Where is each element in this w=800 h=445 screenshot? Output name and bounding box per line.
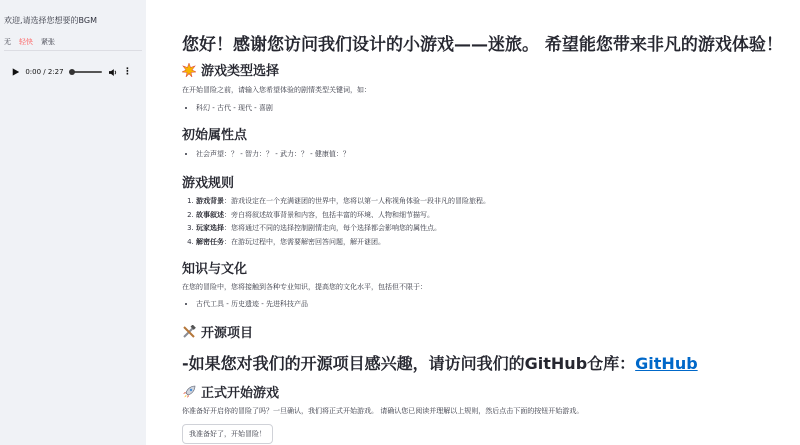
genre-list: [182, 102, 273, 116]
start-heading-text: 正式开始游戏: [201, 386, 280, 401]
knowledge-intro: 在您的冒险中，您将接触到各种专业知识，提高您的文化水平，包括但不限于：: [182, 283, 427, 291]
audio-progress-slider[interactable]: [71, 71, 102, 73]
knowledge-heading: 知识与文化: [182, 262, 248, 277]
more-options-icon[interactable]: ⋮: [123, 66, 132, 77]
start-heading: [182, 382, 279, 401]
collision-icon: [182, 63, 196, 77]
opensource-heading: [182, 322, 253, 341]
github-link[interactable]: GitHub: [635, 354, 698, 373]
genre-intro: 在开始冒险之前，请输入您希望体验的剧情类型关键词，如：: [182, 86, 371, 94]
opensource-heading-text: 开源项目: [201, 326, 254, 341]
tab-tense[interactable]: 紧张: [41, 38, 55, 46]
tab-none[interactable]: 无: [4, 38, 11, 46]
rules-heading: 游戏规则: [182, 176, 235, 191]
sidebar-title: 欢迎,请选择您想要的BGM: [4, 16, 97, 25]
list-item: • 社会声望：？ - 智力：？ - 武力：？ - 健康值：？: [196, 148, 350, 162]
start-intro: 你准备好开启你的冒险了吗？一旦确认，我们将正式开始游戏。 请确认您已阅读并理解以上规则，然后点击下面的按钮开始游戏。: [182, 407, 584, 415]
page-title: 您好！感谢您访问我们设计的小游戏——迷旅。 希望能您带来非凡的游戏体验！: [182, 35, 783, 55]
list-item: • 古代工具 - 历史遗迹 - 先进科技产品: [196, 298, 308, 312]
attributes-list: [182, 148, 350, 162]
list-item: 3. 玩家选择：您将通过不同的选择控制剧情走向，每个选择都会影响您的属性点。: [196, 222, 490, 236]
sidebar: [0, 0, 146, 445]
genre-heading-text: 游戏类型选择: [201, 64, 280, 79]
audio-player: [4, 62, 132, 82]
list-item: 2. 故事叙述：旁白将叙述故事背景和内容，包括丰富的环境、人物和细节描写。: [196, 209, 490, 223]
play-icon[interactable]: [12, 68, 19, 76]
audio-time: 0:00 / 2:27: [25, 68, 64, 76]
attributes-heading: 初始属性点: [182, 128, 248, 143]
knowledge-list: [182, 298, 308, 312]
rules-list: [182, 195, 490, 249]
github-line: -如果您对我们的开源项目感兴趣，请访问我们的GitHub仓库：GitHub: [182, 354, 698, 373]
tab-light[interactable]: 轻快: [19, 37, 33, 51]
start-game-button[interactable]: 我准备好了，开始冒险！: [182, 424, 273, 444]
list-item: • 科幻 - 古代 - 现代 - 喜剧: [196, 102, 273, 116]
genre-heading: [182, 60, 279, 79]
list-item: 1. 游戏背景：游戏设定在一个充满谜团的世界中，您将以第一人称视角体验一段非凡的冒险旅程。: [196, 195, 490, 209]
list-item: 4. 解密任务：在游玩过程中，您需要解密回答问题，解开谜团。: [196, 236, 490, 250]
rocket-icon: [182, 385, 196, 399]
tools-icon: [182, 325, 196, 339]
bgm-tabs: [4, 37, 55, 51]
volume-icon[interactable]: [109, 68, 117, 77]
tab-divider: [4, 50, 142, 51]
